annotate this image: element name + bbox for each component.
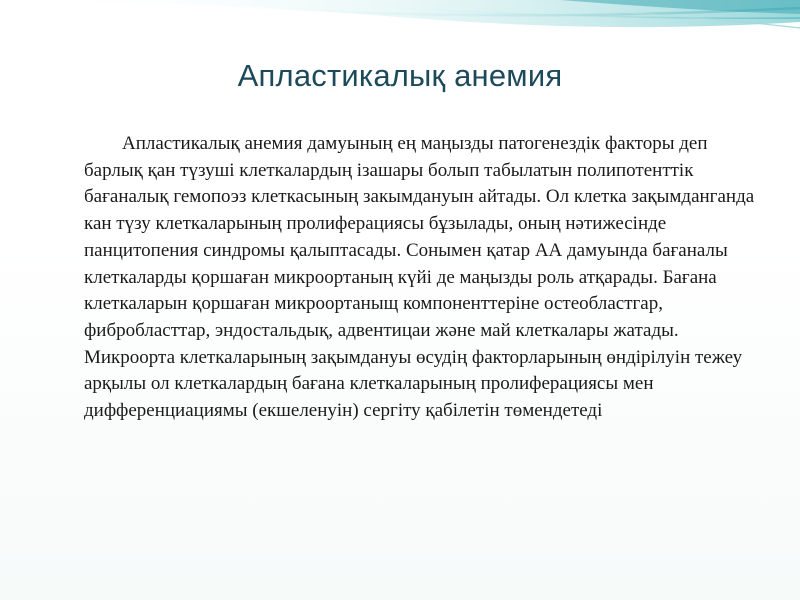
slide-title: Апластикалық анемия: [237, 58, 563, 93]
body-paragraph: Апластикалық анемия дамуының ең маңызды патогенездік факторы деп барлық қан түзуші клеткалардың ізашары болып табылатын полипотенттік бағаналық гемопоэз клеткасының закымдануын айтады. Ол клетка зақымданганда кан түзу клеткаларының пролиферациясы бұзылады, оның нәтижесінде панцитопения синдромы қалыптасады. Сонымен қатар АА дамуында бағаналы клеткаларды қоршаған микроортаның күйі де маңызды роль атқарады. Бағана клеткаларын қоршаған микроортаныщ компоненттеріне остеобластгар, фибробласттар, эндостальдық, адвентицаи және май клеткалары жатады. Микроорта клеткаларының зақымдануы өсудің факторларының өндірілуін тежеу арқылы ол клеткалардың бағана клеткаларының пролиферациясы мен дифференциациямы (екшеленуін) сергіту қабілетін төмендетеді: [84, 133, 755, 422]
